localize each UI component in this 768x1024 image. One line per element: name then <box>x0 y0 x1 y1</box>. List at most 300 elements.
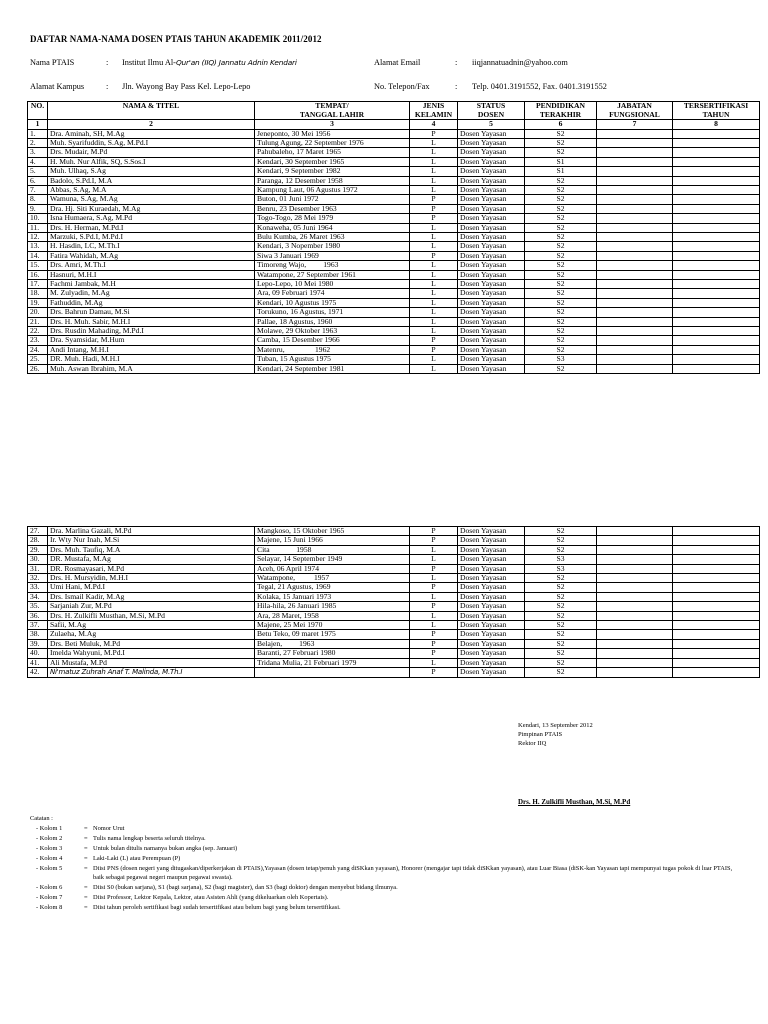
note-eq: = <box>84 844 88 852</box>
table-row <box>28 157 760 166</box>
cell-pendidikan: S2 <box>525 583 597 592</box>
cell-tersertifikasi <box>673 564 760 573</box>
cell-nama: Dra. Hj. Siti Kuraedah, M.Ag <box>48 204 255 213</box>
table-row <box>28 527 760 536</box>
table-row <box>28 167 760 176</box>
cell-pendidikan: S2 <box>525 317 597 326</box>
note-key: - Kolom 5 <box>36 864 63 872</box>
cell-jabatan <box>597 345 673 354</box>
cell-jenis-kelamin: P <box>410 668 458 677</box>
table-row <box>28 611 760 620</box>
cell-tempat-tanggal-lahir: Ara, 09 Februari 1974 <box>255 289 410 298</box>
cell-pendidikan: S3 <box>525 564 597 573</box>
notes-list <box>30 824 743 913</box>
cell-tempat-tanggal-lahir: Tulung Agung, 22 September 1976 <box>255 138 410 147</box>
cell-tempat-tanggal-lahir: Kendari, 3 Nopember 1980 <box>255 242 410 251</box>
telepon-value: Telp. 0401.3191552, Fax. 0401.3191552 <box>472 82 607 91</box>
cell-no: 8. <box>28 195 48 204</box>
cell-nama: Ni'matuz Zuhrah Anaf T. Malinda, M.Th.I <box>48 668 255 677</box>
cell-tersertifikasi <box>673 317 760 326</box>
cell-status-dosen: Dosen Yayasan <box>458 611 525 620</box>
cell-tersertifikasi <box>673 536 760 545</box>
cell-nama: DR. Muh. Hadi, M.H.I <box>48 355 255 364</box>
cell-nama: Drs. H. Mursyidin, M.H.I <box>48 574 255 583</box>
cell-pendidikan: S2 <box>525 345 597 354</box>
cell-tersertifikasi <box>673 167 760 176</box>
cell-status-dosen: Dosen Yayasan <box>458 185 525 194</box>
cell-nama: Dra. Syamsidar, M.Hum <box>48 336 255 345</box>
cell-jenis-kelamin: L <box>410 658 458 667</box>
alamat-kampus-label: Alamat Kampus <box>30 82 85 91</box>
cell-tersertifikasi <box>673 621 760 630</box>
cell-jabatan <box>597 176 673 185</box>
cell-no: 1. <box>28 129 48 138</box>
cell-tersertifikasi <box>673 308 760 317</box>
cell-tempat-tanggal-lahir: Camba, 15 Desember 1966 <box>255 336 410 345</box>
cell-tempat-tanggal-lahir: Bulu Kumba, 26 Maret 1963 <box>255 232 410 241</box>
cell-tempat-tanggal-lahir: Baranti, 27 Februari 1980 <box>255 649 410 658</box>
cell-tersertifikasi <box>673 157 760 166</box>
cell-no: 27. <box>28 527 48 536</box>
table-row <box>28 536 760 545</box>
dosen-table-part-2 <box>27 526 760 678</box>
cell-nama: Drs. Mudair, M.Pd <box>48 148 255 157</box>
nama-ptais-label: Nama PTAIS <box>30 58 75 67</box>
cell-no: 41. <box>28 658 48 667</box>
table-row <box>28 242 760 251</box>
cell-tempat-tanggal-lahir: Buton, 01 Juni 1972 <box>255 195 410 204</box>
note-eq: = <box>84 824 88 832</box>
cell-tempat-tanggal-lahir: Torukuno, 16 Agustus, 1971 <box>255 308 410 317</box>
cell-tempat-tanggal-lahir: Molawe, 29 Oktober 1963 <box>255 327 410 336</box>
cell-nama: Dra. Aminah, SH, M.Ag <box>48 129 255 138</box>
cell-nama: Umi Hani, M.Pd.I <box>48 583 255 592</box>
table-row <box>28 555 760 564</box>
cell-tersertifikasi <box>673 527 760 536</box>
cell-no: 14. <box>28 251 48 260</box>
cell-tersertifikasi <box>673 545 760 554</box>
cell-jabatan <box>597 621 673 630</box>
cell-pendidikan: S2 <box>525 621 597 630</box>
email-value: iiqjannatuadnin@yahoo.com <box>472 58 568 67</box>
cell-jabatan <box>597 611 673 620</box>
col-header-jabatan: JABATAN FUNGSIONAL <box>597 102 673 120</box>
cell-tersertifikasi <box>673 658 760 667</box>
cell-tempat-tanggal-lahir: Togo-Togo, 28 Mei 1979 <box>255 214 410 223</box>
cell-tersertifikasi <box>673 289 760 298</box>
cell-tersertifikasi <box>673 185 760 194</box>
cell-nama: Fachmi Jambak, M.H <box>48 280 255 289</box>
cell-status-dosen: Dosen Yayasan <box>458 204 525 213</box>
cell-jenis-kelamin: P <box>410 639 458 648</box>
cell-jenis-kelamin: L <box>410 298 458 307</box>
note-key: - Kolom 8 <box>36 904 63 912</box>
note-eq: = <box>84 904 88 912</box>
cell-no: 3. <box>28 148 48 157</box>
cell-no: 30. <box>28 555 48 564</box>
note-desc: Untuk bulan ditulis namanya bukan angka (sep. Januari) <box>93 844 238 852</box>
table-row <box>28 261 760 270</box>
cell-jenis-kelamin: P <box>410 204 458 213</box>
cell-no: 13. <box>28 242 48 251</box>
cell-no: 22. <box>28 327 48 336</box>
cell-no: 19. <box>28 298 48 307</box>
cell-nama: Drs. H. Muh. Sabir, M.H.I <box>48 317 255 326</box>
cell-tersertifikasi <box>673 223 760 232</box>
cell-status-dosen: Dosen Yayasan <box>458 214 525 223</box>
cell-no: 25. <box>28 355 48 364</box>
table-row <box>28 602 760 611</box>
cell-pendidikan: S2 <box>525 176 597 185</box>
cell-status-dosen: Dosen Yayasan <box>458 583 525 592</box>
cell-tersertifikasi <box>673 251 760 260</box>
cell-nama: Zulaeha, M.Ag <box>48 630 255 639</box>
table-row <box>28 195 760 204</box>
colon: : <box>455 58 458 67</box>
cell-jenis-kelamin: L <box>410 261 458 270</box>
cell-jenis-kelamin: L <box>410 308 458 317</box>
cell-tempat-tanggal-lahir: Paranga, 12 Desember 1958 <box>255 176 410 185</box>
cell-jenis-kelamin: P <box>410 214 458 223</box>
cell-pendidikan: S2 <box>525 261 597 270</box>
cell-pendidikan: S2 <box>525 308 597 317</box>
colon: : <box>106 58 109 67</box>
table-row <box>28 564 760 573</box>
cell-nama: Drs. Ismail Kadir, M.Ag <box>48 592 255 601</box>
cell-status-dosen: Dosen Yayasan <box>458 298 525 307</box>
cell-jabatan <box>597 148 673 157</box>
cell-pendidikan: S2 <box>525 204 597 213</box>
cell-pendidikan: S2 <box>525 630 597 639</box>
note-eq: = <box>84 864 88 872</box>
cell-jabatan <box>597 261 673 270</box>
nama-ptais-value-handwritten: Qur'an (IIQ) Jannatu Adnin Kendari <box>175 58 297 67</box>
note-eq: = <box>84 854 88 862</box>
col-number: 3 <box>255 120 410 130</box>
cell-nama: Drs. Rusdin Mahading, M.Pd.I <box>48 327 255 336</box>
cell-no: 11. <box>28 223 48 232</box>
table-row <box>28 355 760 364</box>
cell-nama: Ir. Wty Nur Inah, M.Si <box>48 536 255 545</box>
cell-jabatan <box>597 630 673 639</box>
cell-nama: M. Zulyadin, M.Ag <box>48 289 255 298</box>
cell-tersertifikasi <box>673 195 760 204</box>
table-body-part-1 <box>28 129 760 374</box>
table-row <box>28 545 760 554</box>
note-item <box>30 893 743 903</box>
cell-jabatan <box>597 280 673 289</box>
cell-tersertifikasi <box>673 270 760 279</box>
table-row <box>28 185 760 194</box>
nama-ptais-value-prefix: Institut Ilmu Al- <box>122 58 176 67</box>
cell-jabatan <box>597 185 673 194</box>
cell-nama: Drs. Muh. Taufiq, M.A <box>48 545 255 554</box>
cell-no: 21. <box>28 317 48 326</box>
cell-nama: Abbas, S.Ag, M.A <box>48 185 255 194</box>
cell-nama: Safii, M.Ag <box>48 621 255 630</box>
note-item <box>30 844 743 854</box>
note-item <box>30 824 743 834</box>
cell-nama: H. Hasdin, LC, M.Th.I <box>48 242 255 251</box>
cell-status-dosen: Dosen Yayasan <box>458 270 525 279</box>
cell-jenis-kelamin: P <box>410 527 458 536</box>
note-item <box>30 864 743 884</box>
note-desc: Diisi PNS (dosen negeri yang ditugaskan/diperkerjakan di PTAIS),Yayasan (dosen tetap/penuh yang diSKkan yayasan), Honorer (mengajar tapi tidak diSKkan yayasan), atau Luar Biasa (diSK-kan Yayasan tapi mempunyai tugas pokok di luar PTAIS, baik sebagai pegawai negeri maupun pegawai swasta). <box>93 864 733 882</box>
cell-tersertifikasi <box>673 214 760 223</box>
cell-jenis-kelamin: L <box>410 611 458 620</box>
signature-place-date: Kendari, 13 September 2012 <box>518 722 593 729</box>
cell-no: 36. <box>28 611 48 620</box>
cell-tempat-tanggal-lahir: Kendari, 10 Agustus 1975 <box>255 298 410 307</box>
cell-status-dosen: Dosen Yayasan <box>458 639 525 648</box>
cell-tempat-tanggal-lahir: Majene, 15 Juni 1966 <box>255 536 410 545</box>
cell-jabatan <box>597 214 673 223</box>
cell-status-dosen: Dosen Yayasan <box>458 261 525 270</box>
cell-tersertifikasi <box>673 630 760 639</box>
cell-pendidikan: S3 <box>525 555 597 564</box>
table-row <box>28 639 760 648</box>
cell-pendidikan: S1 <box>525 157 597 166</box>
cell-tersertifikasi <box>673 336 760 345</box>
cell-nama: Muh. Aswan Ibrahim, M.A <box>48 364 255 373</box>
cell-status-dosen: Dosen Yayasan <box>458 364 525 373</box>
table-row <box>28 327 760 336</box>
cell-nama: Isna Humaera, S.Ag, M.Pd <box>48 214 255 223</box>
cell-no: 42. <box>28 668 48 677</box>
cell-tersertifikasi <box>673 327 760 336</box>
cell-jabatan <box>597 536 673 545</box>
cell-tempat-tanggal-lahir: Aceh, 06 April 1974 <box>255 564 410 573</box>
table-row <box>28 270 760 279</box>
cell-no: 26. <box>28 364 48 373</box>
cell-tersertifikasi <box>673 204 760 213</box>
cell-nama: H. Muh. Nur Alfik, SQ, S.Sos.I <box>48 157 255 166</box>
cell-jenis-kelamin: L <box>410 555 458 564</box>
cell-no: 18. <box>28 289 48 298</box>
cell-tersertifikasi <box>673 261 760 270</box>
cell-jabatan <box>597 668 673 677</box>
notes-section <box>30 814 743 913</box>
cell-pendidikan: S2 <box>525 649 597 658</box>
table-row <box>28 668 760 677</box>
cell-no: 24. <box>28 345 48 354</box>
table-row <box>28 317 760 326</box>
cell-jabatan <box>597 555 673 564</box>
cell-jenis-kelamin: P <box>410 345 458 354</box>
cell-no: 17. <box>28 280 48 289</box>
cell-status-dosen: Dosen Yayasan <box>458 176 525 185</box>
note-eq: = <box>84 894 88 902</box>
cell-pendidikan: S2 <box>525 232 597 241</box>
cell-no: 32. <box>28 574 48 583</box>
cell-pendidikan: S2 <box>525 129 597 138</box>
cell-pendidikan: S2 <box>525 536 597 545</box>
note-desc: Tulis nama lengkap beserta seluruh titelnya. <box>93 834 206 842</box>
cell-no: 16. <box>28 270 48 279</box>
dosen-table-part-1 <box>27 101 760 374</box>
cell-tempat-tanggal-lahir: Belajen, 1963 <box>255 639 410 648</box>
table-row <box>28 621 760 630</box>
col-number: 7 <box>597 120 673 130</box>
cell-nama: Hasnuri, M.H.I <box>48 270 255 279</box>
cell-no: 5. <box>28 167 48 176</box>
cell-jabatan <box>597 157 673 166</box>
cell-nama: Drs. Beti Muluk, M.Pd <box>48 639 255 648</box>
cell-pendidikan: S2 <box>525 298 597 307</box>
cell-status-dosen: Dosen Yayasan <box>458 251 525 260</box>
cell-status-dosen: Dosen Yayasan <box>458 242 525 251</box>
note-item <box>30 834 743 844</box>
note-desc: Nomor Urut <box>93 824 125 832</box>
cell-tempat-tanggal-lahir: Konaweha, 05 Juni 1964 <box>255 223 410 232</box>
cell-jabatan <box>597 639 673 648</box>
cell-tersertifikasi <box>673 345 760 354</box>
colon: : <box>455 82 458 91</box>
cell-tempat-tanggal-lahir: Kampung Laut, 06 Agustus 1972 <box>255 185 410 194</box>
cell-jenis-kelamin: L <box>410 223 458 232</box>
cell-pendidikan: S2 <box>525 195 597 204</box>
cell-status-dosen: Dosen Yayasan <box>458 157 525 166</box>
cell-jabatan <box>597 602 673 611</box>
cell-tempat-tanggal-lahir: Cita 1958 <box>255 545 410 554</box>
cell-tersertifikasi <box>673 176 760 185</box>
cell-tempat-tanggal-lahir: Timoreng Wajo, 1963 <box>255 261 410 270</box>
cell-jabatan <box>597 223 673 232</box>
cell-tempat-tanggal-lahir: Pallae, 18 Agustus, 1960 <box>255 317 410 326</box>
cell-jenis-kelamin: L <box>410 148 458 157</box>
cell-jenis-kelamin: L <box>410 185 458 194</box>
signature-block <box>518 721 593 748</box>
table-row <box>28 308 760 317</box>
cell-jenis-kelamin: L <box>410 176 458 185</box>
cell-no: 35. <box>28 602 48 611</box>
table-row <box>28 649 760 658</box>
telepon-label: No. Telepon/Fax <box>374 82 430 91</box>
cell-no: 37. <box>28 621 48 630</box>
cell-status-dosen: Dosen Yayasan <box>458 555 525 564</box>
cell-nama: Muh. Syarifuddin, S.Ag, M.Pd.I <box>48 138 255 147</box>
table-row <box>28 289 760 298</box>
cell-pendidikan: S2 <box>525 574 597 583</box>
cell-status-dosen: Dosen Yayasan <box>458 232 525 241</box>
cell-tempat-tanggal-lahir: Ara, 28 Maret, 1958 <box>255 611 410 620</box>
cell-status-dosen: Dosen Yayasan <box>458 574 525 583</box>
cell-tempat-tanggal-lahir: Selayar, 14 September 1949 <box>255 555 410 564</box>
cell-pendidikan: S2 <box>525 668 597 677</box>
table-row <box>28 658 760 667</box>
cell-no: 39. <box>28 639 48 648</box>
colon: : <box>106 82 109 91</box>
table-row <box>28 364 760 373</box>
cell-tersertifikasi <box>673 555 760 564</box>
note-key: - Kolom 6 <box>36 884 63 892</box>
cell-nama: DR. Mustafa, M.Ag <box>48 555 255 564</box>
cell-jenis-kelamin: L <box>410 574 458 583</box>
table-row <box>28 592 760 601</box>
cell-jenis-kelamin: L <box>410 621 458 630</box>
cell-tersertifikasi <box>673 668 760 677</box>
cell-tempat-tanggal-lahir: Benru, 23 Desember 1963 <box>255 204 410 213</box>
table-row <box>28 630 760 639</box>
cell-tersertifikasi <box>673 602 760 611</box>
cell-nama: Drs. H. Herman, M.Pd.I <box>48 223 255 232</box>
cell-tersertifikasi <box>673 148 760 157</box>
cell-jenis-kelamin: L <box>410 592 458 601</box>
table-row <box>28 583 760 592</box>
cell-jenis-kelamin: L <box>410 138 458 147</box>
cell-jabatan <box>597 564 673 573</box>
note-desc: Diisi S0 (bukan sarjana), S1 (bagi sarjana), S2 (bagi magister), dan S3 (bagi doktor) dengan menyebut bidang ilmunya. <box>93 884 398 892</box>
note-desc: Laki-Laki (L) atau Perempuan (P) <box>93 854 181 862</box>
cell-status-dosen: Dosen Yayasan <box>458 630 525 639</box>
col-number: 2 <box>48 120 255 130</box>
cell-status-dosen: Dosen Yayasan <box>458 195 525 204</box>
cell-pendidikan: S2 <box>525 242 597 251</box>
col-number: 6 <box>525 120 597 130</box>
cell-jenis-kelamin: P <box>410 536 458 545</box>
cell-jabatan <box>597 138 673 147</box>
cell-pendidikan: S2 <box>525 611 597 620</box>
cell-status-dosen: Dosen Yayasan <box>458 658 525 667</box>
cell-tersertifikasi <box>673 138 760 147</box>
cell-nama: Fatira Wahidah, M.Ag <box>48 251 255 260</box>
cell-jabatan <box>597 592 673 601</box>
table-row <box>28 251 760 260</box>
col-header-nama: NAMA & TITEL <box>48 102 255 120</box>
signature-role: Pimpinan PTAIS <box>518 731 563 738</box>
cell-pendidikan: S2 <box>525 289 597 298</box>
cell-no: 40. <box>28 649 48 658</box>
cell-no: 23. <box>28 336 48 345</box>
note-desc: Diisi tahun peroleh sertifikasi bagi sudah tersertifikasi atau belum bagi yang belum tersertifikasi. <box>93 904 341 912</box>
cell-no: 12. <box>28 232 48 241</box>
cell-pendidikan: S2 <box>525 138 597 147</box>
cell-pendidikan: S2 <box>525 364 597 373</box>
col-number: 8 <box>673 120 760 130</box>
cell-jenis-kelamin: L <box>410 157 458 166</box>
cell-tempat-tanggal-lahir: Kendari, 30 September 1965 <box>255 157 410 166</box>
cell-jenis-kelamin: L <box>410 167 458 176</box>
note-item <box>30 883 743 893</box>
cell-tempat-tanggal-lahir: Tegal, 21 Agustus, 1969 <box>255 583 410 592</box>
cell-status-dosen: Dosen Yayasan <box>458 345 525 354</box>
cell-status-dosen: Dosen Yayasan <box>458 327 525 336</box>
cell-status-dosen: Dosen Yayasan <box>458 545 525 554</box>
table-row <box>28 204 760 213</box>
cell-status-dosen: Dosen Yayasan <box>458 649 525 658</box>
table-row <box>28 148 760 157</box>
email-label: Alamat Email <box>374 58 421 67</box>
cell-nama: Dra. Marlina Gazali, M.Pd <box>48 527 255 536</box>
col-number: 5 <box>458 120 525 130</box>
col-header-tersertifikasi: TERSERTIFIKASI TAHUN <box>673 102 760 120</box>
cell-pendidikan: S2 <box>525 658 597 667</box>
cell-tersertifikasi <box>673 592 760 601</box>
cell-tempat-tanggal-lahir: Kendari, 9 September 1982 <box>255 167 410 176</box>
cell-no: 38. <box>28 630 48 639</box>
note-eq: = <box>84 884 88 892</box>
cell-jenis-kelamin: P <box>410 129 458 138</box>
cell-pendidikan: S2 <box>525 527 597 536</box>
cell-nama: Drs. Bahrun Damau, M.Si <box>48 308 255 317</box>
cell-tersertifikasi <box>673 611 760 620</box>
cell-no: 33. <box>28 583 48 592</box>
table-row <box>28 336 760 345</box>
cell-status-dosen: Dosen Yayasan <box>458 536 525 545</box>
cell-tempat-tanggal-lahir: Matenru, 1962 <box>255 345 410 354</box>
cell-tersertifikasi <box>673 574 760 583</box>
cell-pendidikan: S2 <box>525 639 597 648</box>
